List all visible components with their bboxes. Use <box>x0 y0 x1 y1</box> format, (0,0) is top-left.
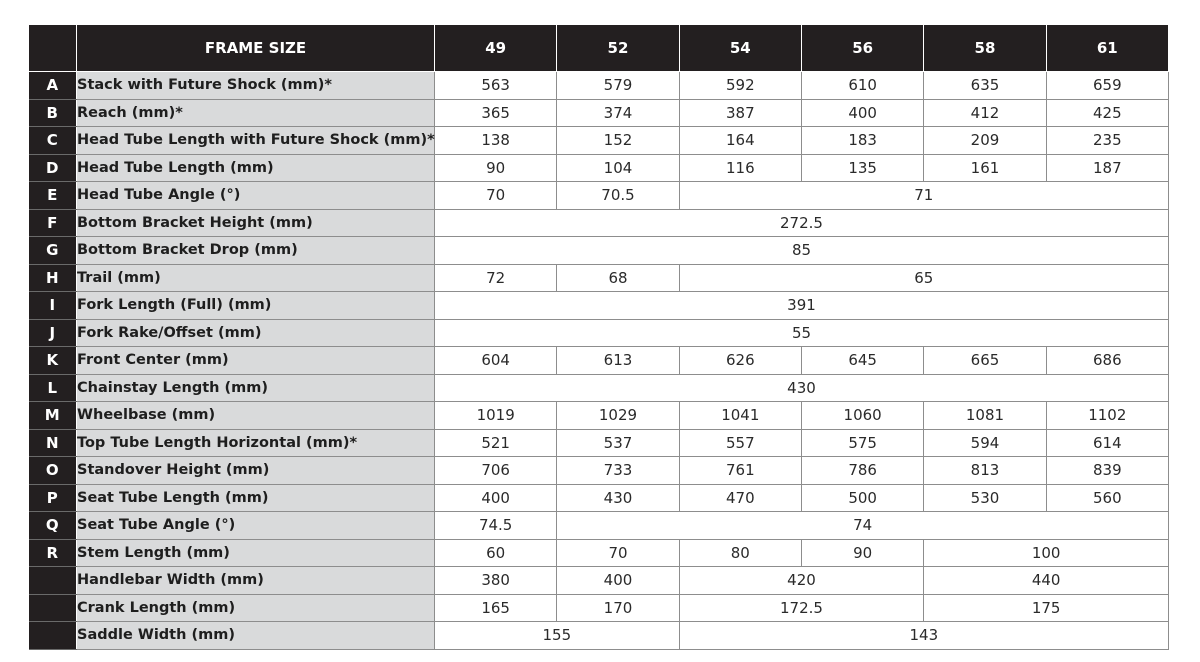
row-letter: O <box>29 457 77 485</box>
table-row <box>29 374 1169 402</box>
value-cell: 74 <box>557 512 1169 540</box>
table-row <box>29 429 1169 457</box>
value-cell: 430 <box>435 374 1169 402</box>
value-cell: 1019 <box>435 402 557 430</box>
value-cell: 813 <box>924 457 1046 485</box>
row-label: Fork Rake/Offset (mm) <box>77 319 435 347</box>
header-letter-corner <box>29 25 77 72</box>
row-letter: D <box>29 154 77 182</box>
table-row <box>29 622 1169 650</box>
row-label: Bottom Bracket Height (mm) <box>77 209 435 237</box>
size-header-56: 56 <box>801 25 923 72</box>
value-cell: 400 <box>435 484 557 512</box>
row-letter: K <box>29 347 77 375</box>
size-header-61: 61 <box>1046 25 1168 72</box>
row-letter: N <box>29 429 77 457</box>
value-cell: 521 <box>435 429 557 457</box>
row-letter: F <box>29 209 77 237</box>
row-label: Head Tube Length (mm) <box>77 154 435 182</box>
table-row <box>29 209 1169 237</box>
row-label: Fork Length (Full) (mm) <box>77 292 435 320</box>
table-row <box>29 154 1169 182</box>
value-cell: 563 <box>435 72 557 100</box>
row-letter <box>29 567 77 595</box>
value-cell: 425 <box>1046 99 1168 127</box>
value-cell: 761 <box>679 457 801 485</box>
value-cell: 187 <box>1046 154 1168 182</box>
value-cell: 659 <box>1046 72 1168 100</box>
value-cell: 135 <box>801 154 923 182</box>
row-letter: Q <box>29 512 77 540</box>
value-cell: 500 <box>801 484 923 512</box>
value-cell: 560 <box>1046 484 1168 512</box>
row-letter: C <box>29 127 77 155</box>
size-header-58: 58 <box>924 25 1046 72</box>
row-letter: A <box>29 72 77 100</box>
value-cell: 170 <box>557 594 679 622</box>
value-cell: 74.5 <box>435 512 557 540</box>
table-row <box>29 319 1169 347</box>
geometry-table <box>28 24 1169 650</box>
row-label: Seat Tube Angle (°) <box>77 512 435 540</box>
value-cell: 387 <box>679 99 801 127</box>
value-cell: 412 <box>924 99 1046 127</box>
value-cell: 614 <box>1046 429 1168 457</box>
value-cell: 1081 <box>924 402 1046 430</box>
value-cell: 420 <box>679 567 924 595</box>
value-cell: 183 <box>801 127 923 155</box>
table-row <box>29 457 1169 485</box>
value-cell: 172.5 <box>679 594 924 622</box>
table-row <box>29 539 1169 567</box>
row-letter: E <box>29 182 77 210</box>
row-label: Head Tube Length with Future Shock (mm)* <box>77 127 435 155</box>
row-letter <box>29 594 77 622</box>
size-header-49: 49 <box>435 25 557 72</box>
value-cell: 613 <box>557 347 679 375</box>
header-row <box>29 25 1169 72</box>
row-label: Head Tube Angle (°) <box>77 182 435 210</box>
row-letter: G <box>29 237 77 265</box>
row-letter <box>29 622 77 650</box>
value-cell: 374 <box>557 99 679 127</box>
size-header-54: 54 <box>679 25 801 72</box>
table-row <box>29 567 1169 595</box>
row-letter: M <box>29 402 77 430</box>
table-row <box>29 594 1169 622</box>
value-cell: 70.5 <box>557 182 679 210</box>
value-cell: 391 <box>435 292 1169 320</box>
value-cell: 138 <box>435 127 557 155</box>
value-cell: 143 <box>679 622 1168 650</box>
value-cell: 430 <box>557 484 679 512</box>
value-cell: 592 <box>679 72 801 100</box>
value-cell: 1029 <box>557 402 679 430</box>
value-cell: 380 <box>435 567 557 595</box>
value-cell: 72 <box>435 264 557 292</box>
value-cell: 604 <box>435 347 557 375</box>
value-cell: 400 <box>801 99 923 127</box>
value-cell: 235 <box>1046 127 1168 155</box>
row-letter: L <box>29 374 77 402</box>
value-cell: 557 <box>679 429 801 457</box>
value-cell: 365 <box>435 99 557 127</box>
value-cell: 152 <box>557 127 679 155</box>
row-letter: J <box>29 319 77 347</box>
value-cell: 470 <box>679 484 801 512</box>
value-cell: 161 <box>924 154 1046 182</box>
value-cell: 579 <box>557 72 679 100</box>
value-cell: 164 <box>679 127 801 155</box>
row-letter: R <box>29 539 77 567</box>
value-cell: 686 <box>1046 347 1168 375</box>
value-cell: 786 <box>801 457 923 485</box>
value-cell: 706 <box>435 457 557 485</box>
row-label: Saddle Width (mm) <box>77 622 435 650</box>
row-label: Stack with Future Shock (mm)* <box>77 72 435 100</box>
row-label: Trail (mm) <box>77 264 435 292</box>
table-body <box>29 72 1169 650</box>
row-label: Handlebar Width (mm) <box>77 567 435 595</box>
value-cell: 665 <box>924 347 1046 375</box>
row-label: Chainstay Length (mm) <box>77 374 435 402</box>
row-label: Wheelbase (mm) <box>77 402 435 430</box>
value-cell: 594 <box>924 429 1046 457</box>
value-cell: 175 <box>924 594 1169 622</box>
value-cell: 530 <box>924 484 1046 512</box>
value-cell: 71 <box>679 182 1168 210</box>
value-cell: 610 <box>801 72 923 100</box>
value-cell: 575 <box>801 429 923 457</box>
value-cell: 85 <box>435 237 1169 265</box>
table-row <box>29 264 1169 292</box>
size-header-52: 52 <box>557 25 679 72</box>
value-cell: 90 <box>435 154 557 182</box>
row-label: Seat Tube Length (mm) <box>77 484 435 512</box>
value-cell: 55 <box>435 319 1169 347</box>
row-label: Front Center (mm) <box>77 347 435 375</box>
value-cell: 70 <box>435 182 557 210</box>
row-letter: I <box>29 292 77 320</box>
value-cell: 839 <box>1046 457 1168 485</box>
value-cell: 645 <box>801 347 923 375</box>
value-cell: 400 <box>557 567 679 595</box>
value-cell: 60 <box>435 539 557 567</box>
value-cell: 635 <box>924 72 1046 100</box>
value-cell: 733 <box>557 457 679 485</box>
table-header <box>29 25 1169 72</box>
table-row <box>29 347 1169 375</box>
value-cell: 209 <box>924 127 1046 155</box>
value-cell: 1060 <box>801 402 923 430</box>
value-cell: 272.5 <box>435 209 1169 237</box>
value-cell: 626 <box>679 347 801 375</box>
value-cell: 100 <box>924 539 1169 567</box>
row-letter: B <box>29 99 77 127</box>
geometry-table-container <box>28 24 1169 650</box>
row-label: Stem Length (mm) <box>77 539 435 567</box>
row-label: Top Tube Length Horizontal (mm)* <box>77 429 435 457</box>
table-row <box>29 237 1169 265</box>
value-cell: 1102 <box>1046 402 1168 430</box>
table-row <box>29 72 1169 100</box>
frame-size-heading: FRAME SIZE <box>77 25 435 72</box>
row-label: Bottom Bracket Drop (mm) <box>77 237 435 265</box>
table-row <box>29 292 1169 320</box>
value-cell: 165 <box>435 594 557 622</box>
value-cell: 1041 <box>679 402 801 430</box>
row-letter: P <box>29 484 77 512</box>
table-row <box>29 182 1169 210</box>
table-row <box>29 127 1169 155</box>
row-letter: H <box>29 264 77 292</box>
row-label: Standover Height (mm) <box>77 457 435 485</box>
value-cell: 155 <box>435 622 680 650</box>
table-row <box>29 484 1169 512</box>
value-cell: 65 <box>679 264 1168 292</box>
row-label: Crank Length (mm) <box>77 594 435 622</box>
value-cell: 70 <box>557 539 679 567</box>
value-cell: 116 <box>679 154 801 182</box>
value-cell: 90 <box>801 539 923 567</box>
row-label: Reach (mm)* <box>77 99 435 127</box>
value-cell: 537 <box>557 429 679 457</box>
table-row <box>29 512 1169 540</box>
value-cell: 440 <box>924 567 1169 595</box>
value-cell: 104 <box>557 154 679 182</box>
table-row <box>29 99 1169 127</box>
value-cell: 68 <box>557 264 679 292</box>
value-cell: 80 <box>679 539 801 567</box>
table-row <box>29 402 1169 430</box>
